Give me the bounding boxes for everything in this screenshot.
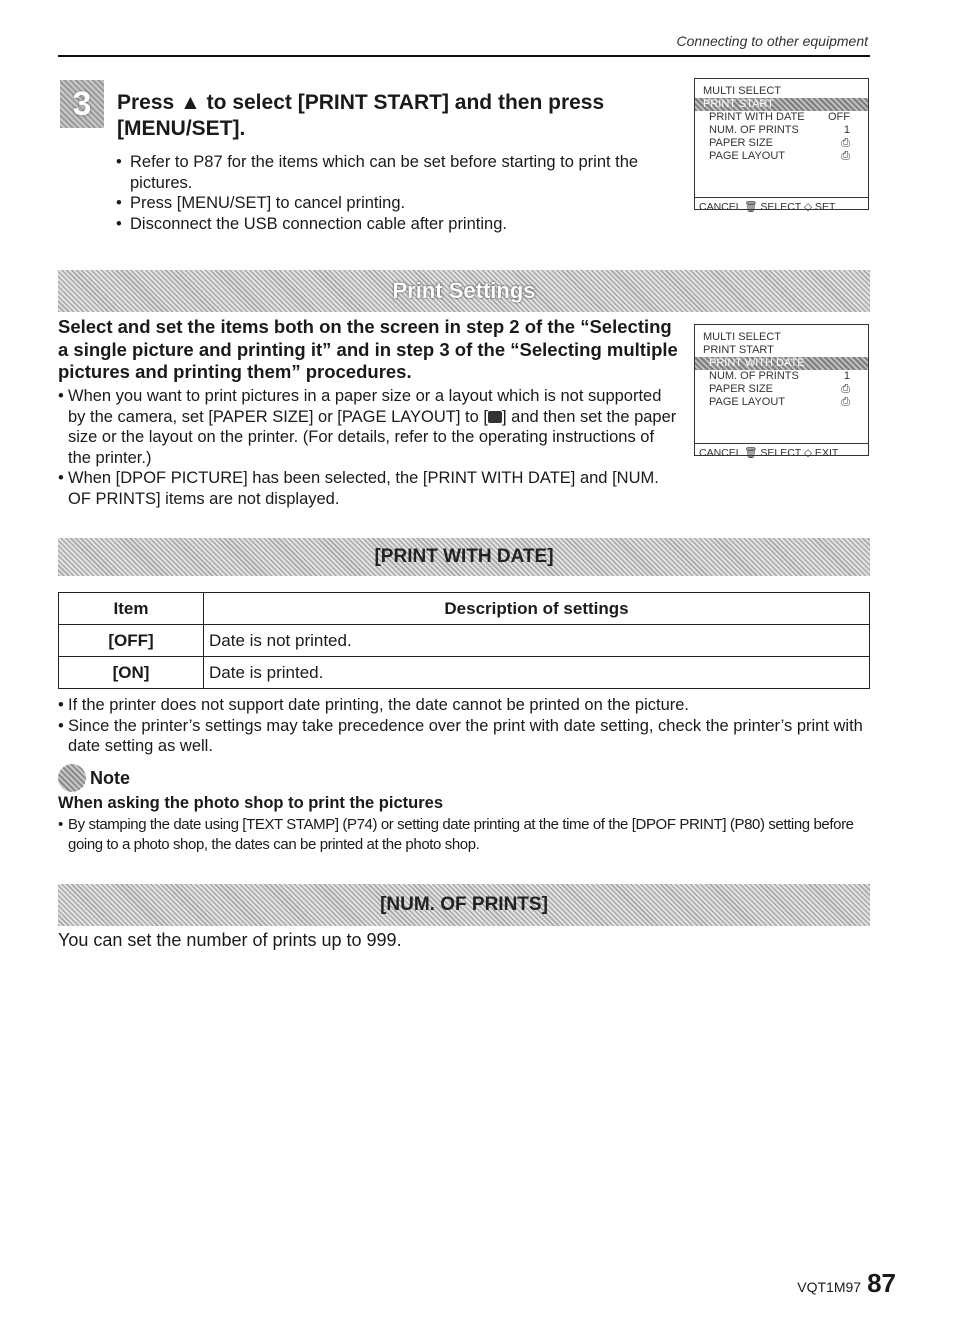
page-number: 87: [867, 1268, 896, 1298]
column-header: Item: [59, 593, 204, 625]
printer-icon: ⎙: [841, 150, 850, 162]
print-settings-intro: Select and set the items both on the screen in step 2 of the “Selecting a single picture and printing it” and in step 3 of the “Selecting multiple pictures and printing them” procedures.: [58, 316, 678, 382]
lcd-highlight-row: PRINT WITH DATE: [695, 357, 868, 370]
section-heading-print-with-date: [PRINT WITH DATE]: [58, 538, 870, 576]
lcd-row: PAGE LAYOUT ⎙: [709, 396, 850, 408]
printer-icon: [488, 411, 502, 423]
step-title: Press ▲ to select [PRINT START] and then press [MENU/SET].: [117, 91, 605, 140]
list-item: • When [DPOF PICTURE] has been selected, the [PRINT WITH DATE] and [NUM. OF PRINTS] items are not displayed.: [58, 468, 678, 509]
lcd-footer: CANCEL 🗑 SELECT ◇ EXIT: [695, 443, 868, 463]
table-row: [59, 657, 870, 689]
page-footer: [797, 1268, 896, 1299]
table-cell: Date is printed.: [204, 657, 870, 689]
note-heading: Note: [58, 764, 130, 792]
step-number-badge: 3: [60, 80, 104, 128]
lcd-row: PRINT WITH DATE OFF: [709, 111, 850, 123]
document-code: VQT1M97: [797, 1279, 862, 1295]
list-item: • Since the printer’s settings may take precedence over the print with date setting, check the printer’s print with date setting as well.: [58, 716, 870, 757]
note-subheading: When asking the photo shop to print the pictures: [58, 794, 443, 812]
lcd-row: PRINT START: [703, 344, 774, 356]
print-settings-bullets: [58, 386, 678, 509]
list-item: • Disconnect the USB connection cable after printing.: [116, 214, 686, 235]
num-of-prints-text: You can set the number of prints up to 999.: [58, 930, 402, 950]
print-with-date-table: [58, 592, 870, 689]
lcd-screen-print-with-date: [694, 324, 869, 459]
list-item: • By stamping the date using [TEXT STAMP] (P74) or setting date printing at the time of the [DPOF PRINT] (P80) setting before going to a photo shop, the dates can be printed at the photo shop.: [58, 815, 870, 855]
section-heading-num-of-prints: [NUM. OF PRINTS]: [58, 884, 870, 926]
lcd-row: PAGE LAYOUT ⎙: [709, 150, 850, 162]
lcd-footer: CANCEL 🗑 SELECT ◇ SET: [695, 197, 868, 217]
printer-icon: ⎙: [841, 396, 850, 408]
list-item: • Refer to P87 for the items which can be set before starting to print the pictures.: [116, 152, 686, 193]
header-rule: [58, 55, 870, 57]
lcd-row: PAPER SIZE ⎙: [709, 383, 850, 395]
print-with-date-bullets: [58, 695, 870, 757]
lcd-row: NUM. OF PRINTS 1: [709, 124, 850, 136]
note-icon: [58, 764, 86, 792]
running-header: Connecting to other equipment: [676, 33, 868, 49]
list-item: • When you want to print pictures in a paper size or a layout which is not supported by the camera, set [PAPER SIZE] or [PAGE LAYOUT] to [ ] and then set the paper size or the layout on the printer. (For details, refer to the operating instructions of the printer.): [58, 386, 678, 468]
table-header-row: [59, 593, 870, 625]
column-header: Description of settings: [204, 593, 870, 625]
table-cell: [OFF]: [59, 625, 204, 657]
list-item: • If the printer does not support date printing, the date cannot be printed on the picture.: [58, 695, 870, 716]
table-cell: Date is not printed.: [204, 625, 870, 657]
lcd-title: MULTI SELECT: [703, 85, 782, 97]
section-heading-print-settings: Print Settings: [58, 270, 870, 312]
printer-icon: ⎙: [841, 137, 850, 149]
lcd-title: MULTI SELECT: [703, 331, 782, 343]
table-row: [59, 625, 870, 657]
note-body: [58, 815, 870, 855]
list-item: • Press [MENU/SET] to cancel printing.: [116, 193, 686, 214]
lcd-row: NUM. OF PRINTS 1: [709, 370, 850, 382]
table-cell: [ON]: [59, 657, 204, 689]
lcd-screen-print-start: [694, 78, 869, 213]
step-bullets: [116, 152, 686, 234]
printer-icon: ⎙: [841, 383, 850, 395]
lcd-row: PAPER SIZE ⎙: [709, 137, 850, 149]
lcd-highlight-row: PRINT START: [695, 98, 868, 111]
